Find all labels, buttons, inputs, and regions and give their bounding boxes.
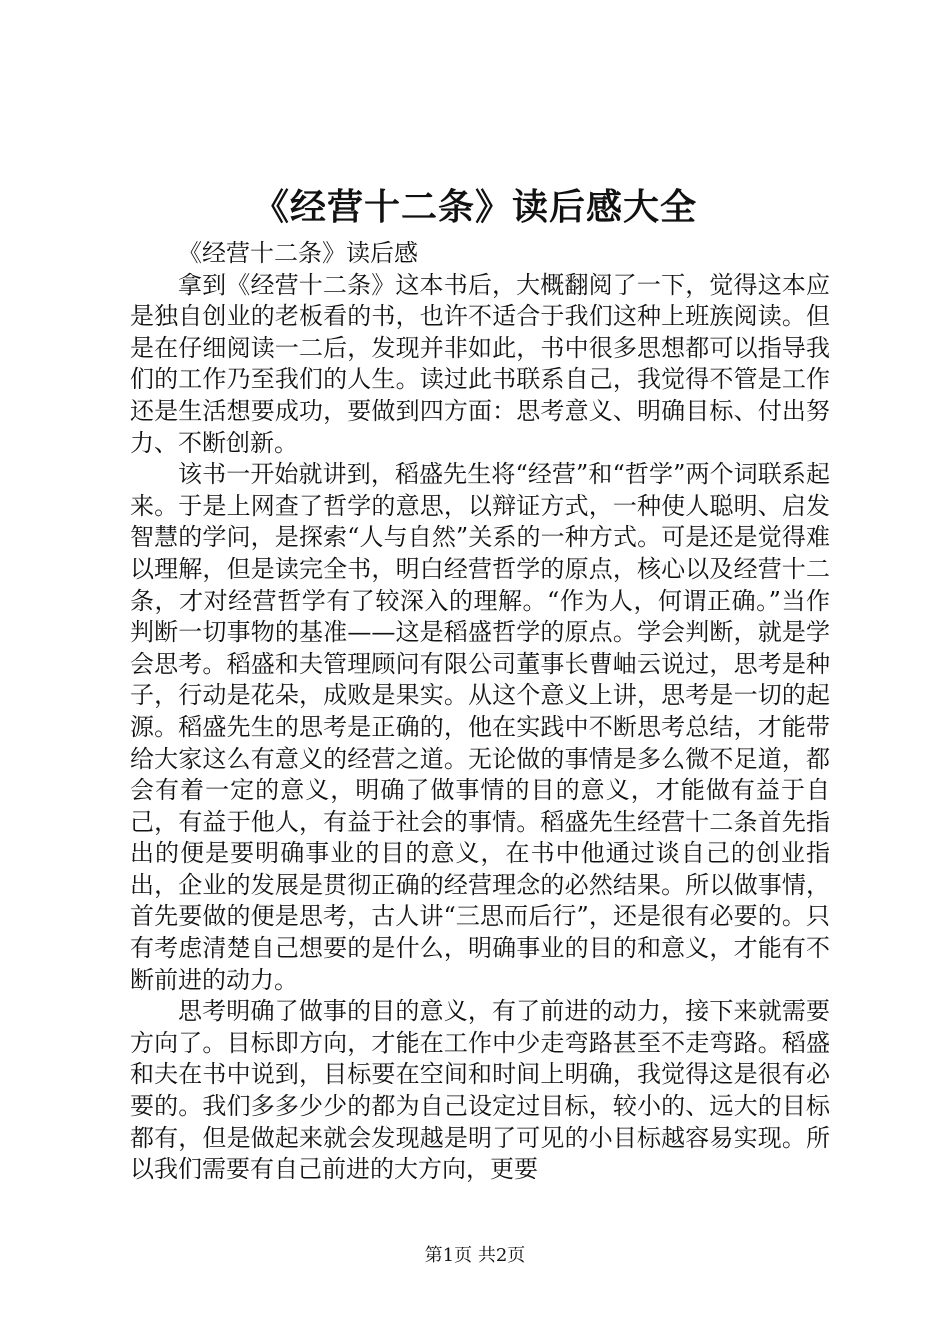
- document-title: 《经营十二条》读后感大全: [252, 186, 697, 228]
- paragraph-1: 拿到《经营十二条》这本书后，大概翻阅了一下，觉得这本应是独自创业的老板看的书，也许不适合于我们这种上班族阅读。但是在仔细阅读一二后，发现并非如此，书中很多思想都可以指导我们的工作乃至我们的人生。读过此书联系自己，我觉得不管是工作还是生活想要成功，要做到四方面：思考意义、明确目标、付出努力、不断创新。: [130, 270, 830, 457]
- document-subtitle: 《经营十二条》读后感: [178, 239, 418, 267]
- page-footer: 第1页 共2页: [424, 1245, 526, 1266]
- document-body: [130, 238, 830, 1186]
- paragraph-3: 思考明确了做事的目的意义，有了前进的动力，接下来就需要方向了。目标即方向，才能在工作中少走弯路甚至不走弯路。稻盛和夫在书中说到，目标要在空间和时间上明确，我觉得这是很有必要的。我们多多少少的都为自己设定过目标，较小的、远大的目标都有，但是做起来就会发现越是明了可见的小目标越容易实现。所以我们需要有自己前进的大方向，更要: [130, 997, 830, 1184]
- paragraph-2: 该书一开始就讲到，稻盛先生将“经营”和“哲学”两个词联系起来。于是上网查了哲学的意思，以辩证方式，一种使人聪明、启发智慧的学问，是探索“人与自然”关系的一种方式。可是还是觉得难以理解，但是读完全书，明白经营哲学的原点，核心以及经营十二条，才对经营哲学有了较深入的理解。“作为人，何谓正确。”当作判断一切事物的基准——这是稻盛哲学的原点。学会判断，就是学会思考。稻盛和夫管理顾问有限公司董事长曹岫云说过，思考是种子，行动是花朵，成败是果实。从这个意义上讲，思考是一切的起源。稻盛先生的思考是正确的，他在实践中不断思考总结，才能带给大家这么有意义的经营之道。无论做的事情是多么微不足道，都会有着一定的意义，明确了做事情的目的意义，才能做有益于自己，有益于他人，有益于社会的事情。稻盛先生经营十二条首先指出的便是要明确事业的目的意义，在书中他通过谈自己的创业指出，企业的发展是贯彻正确的经营理念的必然结果。所以做事情，首先要做的便是思考，古人讲“三思而后行”，还是很有必要的。只有考虑清楚自己想要的是什么，明确事业的目的和意义，才能有不断前进的动力。: [130, 460, 830, 994]
